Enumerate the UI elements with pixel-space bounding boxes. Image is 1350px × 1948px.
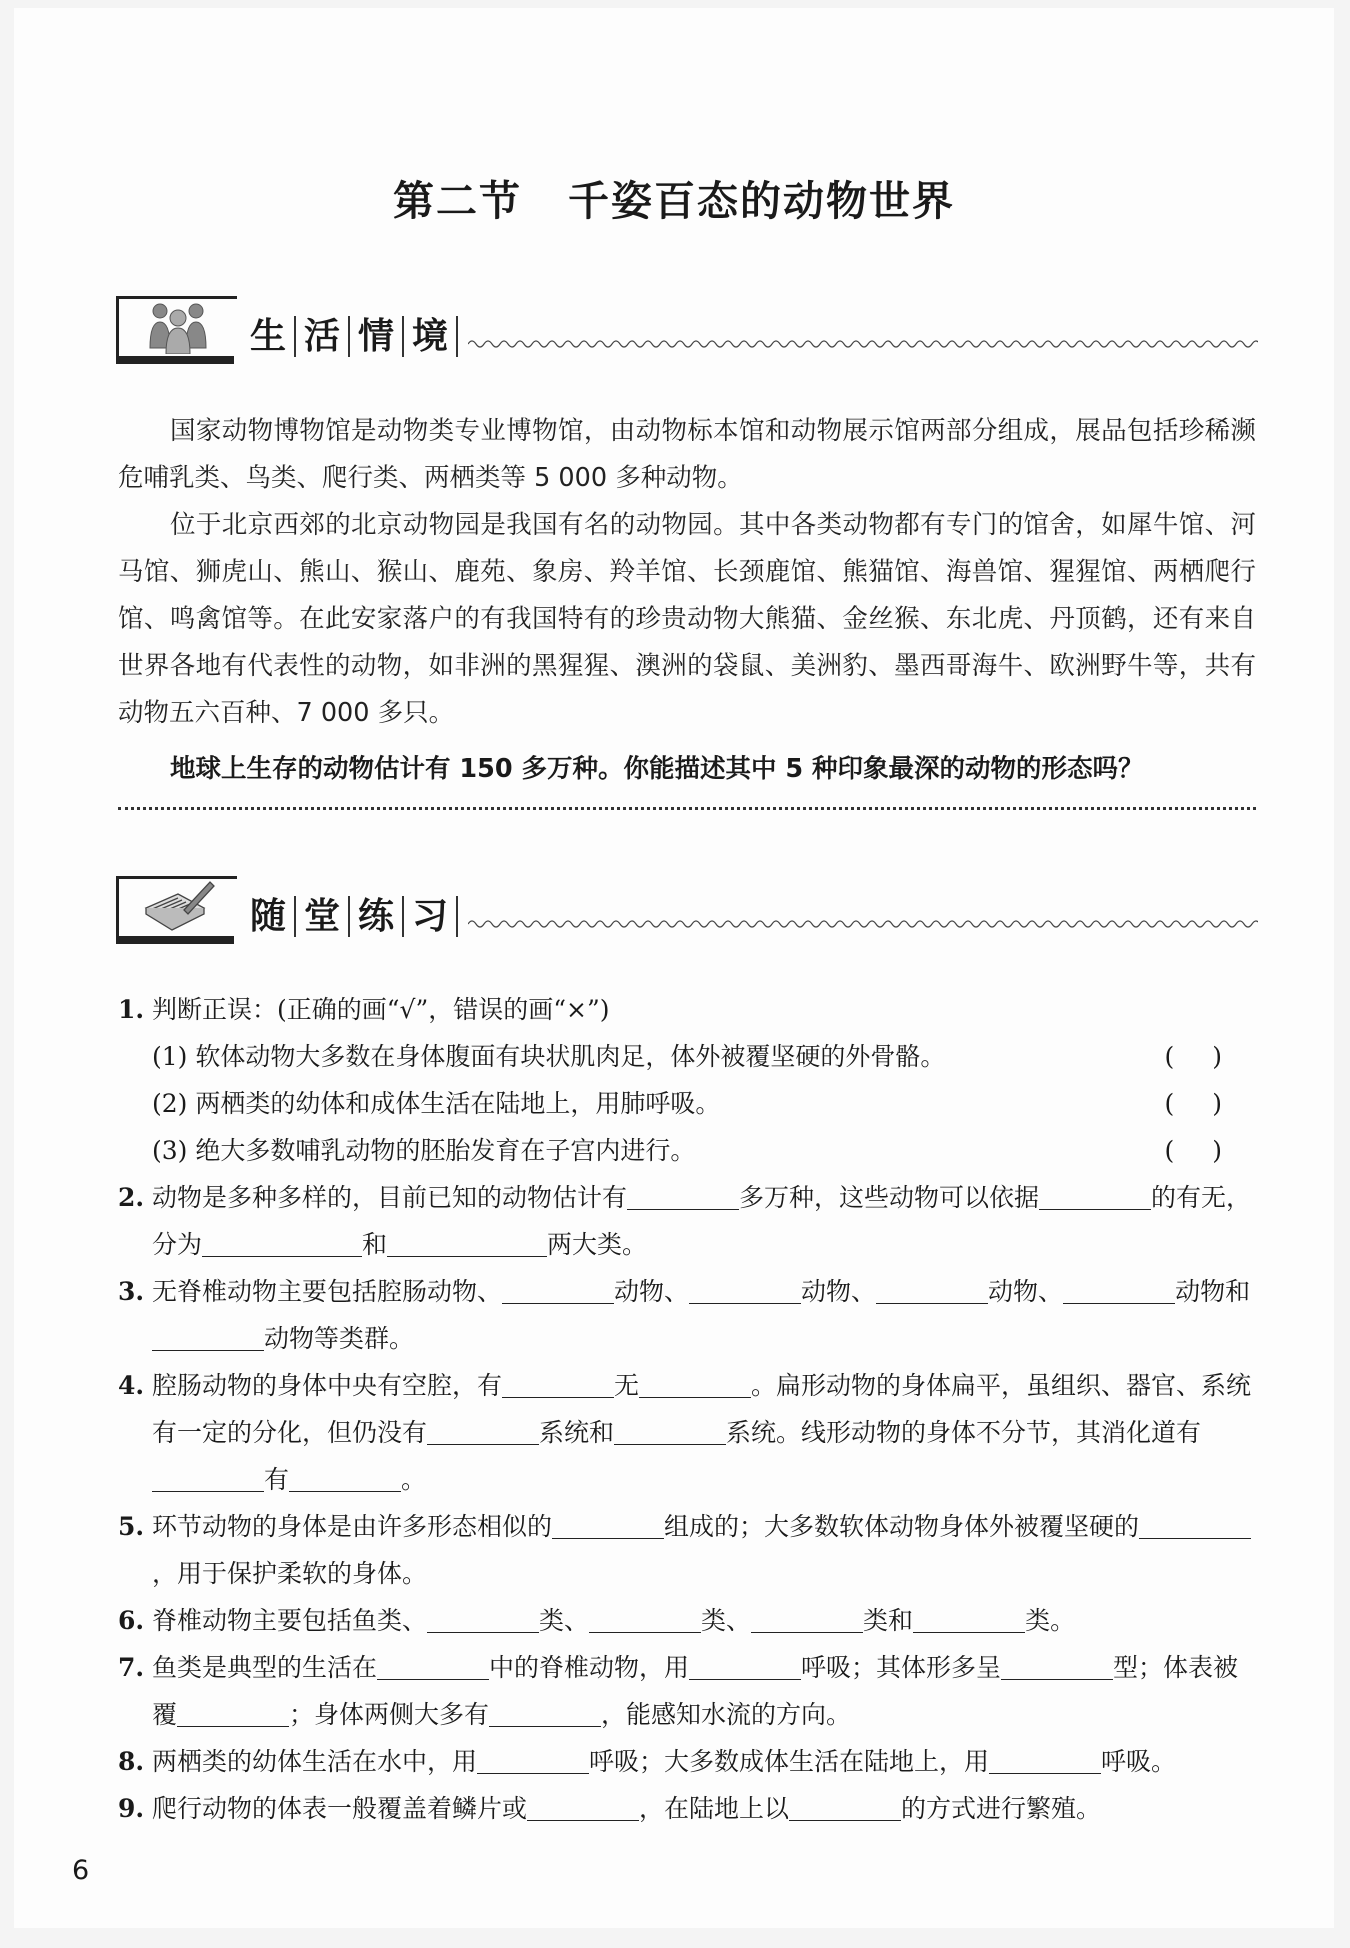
exercise-text: ，能感知水流的方向。 [601, 1700, 852, 1729]
exercise-text: 鱼类是典型的生活在 [152, 1653, 378, 1682]
exercise-number: 6. [118, 1606, 145, 1635]
exercise-2 [118, 1174, 1260, 1268]
page-number: 6 [72, 1855, 90, 1886]
people-icon [138, 298, 218, 354]
exercise-number: 3. [118, 1277, 145, 1306]
exercise-number: 5. [118, 1512, 145, 1541]
fill-blank[interactable] [751, 1602, 863, 1633]
fill-blank[interactable] [614, 1414, 726, 1445]
fill-blank[interactable] [1139, 1508, 1251, 1539]
exercise-text: 组成的；大多数软体动物身体外被覆坚硬的 [664, 1512, 1140, 1541]
exercise-text: ，用于保护柔软的身体。 [152, 1559, 428, 1588]
exercise-text: 呼吸。 [1101, 1747, 1177, 1776]
sub-number: (3) [152, 1136, 188, 1165]
section-header-life-context [116, 296, 1256, 366]
exercise-9 [118, 1785, 1260, 1832]
fill-blank[interactable] [1063, 1273, 1175, 1304]
fill-blank[interactable] [913, 1602, 1025, 1633]
exercise-text: 类。 [1025, 1606, 1076, 1635]
exercise-text: 动物、 [614, 1277, 690, 1306]
section-title-char: 境 [404, 316, 458, 357]
fill-blank[interactable] [152, 1461, 264, 1492]
header-bar [116, 356, 234, 364]
fill-blank[interactable] [387, 1226, 547, 1257]
exercise-text: 有 [264, 1465, 290, 1494]
fill-blank[interactable] [589, 1602, 701, 1633]
exercise-text: 动物等类群。 [264, 1324, 415, 1353]
exercise-text: 脊椎动物主要包括鱼类、 [152, 1606, 428, 1635]
exercise-text: 判断正误：(正确的画“√”，错误的画“×”) [152, 995, 610, 1024]
dotted-divider [118, 807, 1256, 810]
fill-blank[interactable] [289, 1461, 401, 1492]
exercise-text: 。扁形动物的身体扁平，虽组织、器官、系统有一定的分化，但仍没有 [152, 1371, 1252, 1447]
exercise-text: 。 [401, 1465, 427, 1494]
fill-blank[interactable] [689, 1649, 801, 1680]
section-title-char: 堂 [296, 896, 350, 937]
exercise-text: 型；体表被覆 [152, 1653, 1239, 1729]
exercise-text: 呼吸；其体形多呈 [801, 1653, 1002, 1682]
wavy-divider [468, 338, 1258, 350]
exercise-number: 1. [118, 995, 145, 1024]
context-question: 地球上生存的动物估计有 150 多万种。你能描述其中 5 种印象最深的动物的形态吗？ [170, 754, 1144, 784]
exercise-text: 类、 [539, 1606, 590, 1635]
sub-number: (1) [152, 1042, 188, 1071]
fill-blank[interactable] [639, 1367, 751, 1398]
exercise-7 [118, 1644, 1260, 1738]
context-paragraph-2: 位于北京西郊的北京动物园是我国有名的动物园。其中各类动物都有专门的馆舍，如犀牛馆、河马馆、狮虎山、熊山、猴山、鹿苑、象房、羚羊馆、长颈鹿馆、熊猫馆、海兽馆、猩猩馆、两栖爬行馆、鸣禽馆等。在此安家落户的有我国特有的珍贵动物大熊猫、金丝猴、东北虎、丹顶鹤，还有来自世界各地有代表性的动物，如非洲的黑猩猩、澳洲的袋鼠、美洲豹、墨西哥海牛、欧洲野牛等，共有动物五六百种、7 000 多只。 [118, 510, 1256, 728]
fill-blank[interactable] [377, 1649, 489, 1680]
exercise-3 [118, 1268, 1260, 1362]
exercise-list [118, 986, 1260, 1832]
section-title-char: 活 [296, 316, 350, 357]
fill-blank[interactable] [489, 1696, 601, 1727]
exercise-text: ，在陆地上以 [639, 1794, 790, 1823]
fill-blank[interactable] [1039, 1179, 1151, 1210]
section-title-char: 练 [350, 896, 404, 937]
exercise-text: 动 [1175, 1277, 1201, 1306]
exercise-text: 类、 [701, 1606, 752, 1635]
exercise-text: 两大类。 [547, 1230, 648, 1259]
section-title-char: 生 [250, 316, 296, 357]
fill-blank[interactable] [876, 1273, 988, 1304]
answer-parentheses[interactable]: () [1164, 1089, 1260, 1118]
exercise-1 [118, 986, 1260, 1033]
fill-blank[interactable] [789, 1790, 901, 1821]
page-title [14, 168, 1334, 227]
exercise-1-sub-1 [118, 1033, 1260, 1080]
title-text: 千姿百态的动物世界 [568, 177, 955, 225]
fill-blank[interactable] [477, 1743, 589, 1774]
fill-blank[interactable] [427, 1602, 539, 1633]
title-section-number: 第二节 [393, 177, 522, 225]
exercise-1-sub-2 [118, 1080, 1260, 1127]
exercise-text: ；身体两侧大多有 [289, 1700, 490, 1729]
answer-parentheses[interactable]: () [1164, 1136, 1260, 1165]
exercise-number: 7. [118, 1653, 145, 1682]
section-title-char: 情 [350, 316, 404, 357]
exercise-text: 腔肠动物的身体中央有空腔，有 [152, 1371, 503, 1400]
section-header-practice [116, 876, 1256, 946]
exercise-6 [118, 1597, 1260, 1644]
section-title [250, 308, 458, 359]
fill-blank[interactable] [552, 1508, 664, 1539]
exercise-text: 系统。线形动物的身体不分节，其消化道有 [726, 1418, 1202, 1447]
exercise-text: 无 [614, 1371, 640, 1400]
exercise-text: 无脊椎动物主要包括腔肠动物、 [152, 1277, 503, 1306]
fill-blank[interactable] [1001, 1649, 1113, 1680]
exercise-text: 呼吸；大多数成体生活在陆地上，用 [589, 1747, 990, 1776]
section-title [250, 888, 458, 939]
fill-blank[interactable] [627, 1179, 739, 1210]
sub-text: 软体动物大多数在身体腹面有块状肌肉足，体外被覆坚硬的外骨骼。 [195, 1042, 946, 1071]
sub-number: (2) [152, 1089, 188, 1118]
fill-blank[interactable] [427, 1414, 539, 1445]
fill-blank[interactable] [177, 1696, 289, 1727]
section-title-char: 随 [250, 896, 296, 937]
exercise-text: 动物、 [988, 1277, 1064, 1306]
wavy-divider [468, 918, 1258, 930]
exercise-text: 爬行动物的体表一般覆盖着鳞片或 [152, 1794, 528, 1823]
exercise-4 [118, 1362, 1260, 1503]
exercise-text: 的有无，分为 [152, 1183, 1252, 1259]
exercise-number: 4. [118, 1371, 145, 1400]
exercise-1-sub-3 [118, 1127, 1260, 1174]
section-title-char: 习 [404, 896, 458, 937]
exercise-text: 中的脊椎动物，用 [489, 1653, 690, 1682]
exercise-text: 环节动物的身体是由许多形态相似的 [152, 1512, 553, 1541]
exercise-number: 8. [118, 1747, 145, 1776]
answer-parentheses[interactable]: () [1164, 1042, 1260, 1071]
exercise-text: 多万种，这些动物可以依据 [739, 1183, 1040, 1212]
exercise-text: 物和 [1200, 1277, 1251, 1306]
exercise-text: 动物、 [801, 1277, 877, 1306]
exercise-text: 的方式进行繁殖。 [901, 1794, 1102, 1823]
exercise-number: 9. [118, 1794, 145, 1823]
exercise-text: 两栖类的幼体生活在水中，用 [152, 1747, 478, 1776]
exercise-text: 动物是多种多样的，目前已知的动物估计有 [152, 1183, 628, 1212]
exercise-number: 2. [118, 1183, 145, 1212]
header-bar [116, 936, 234, 944]
notebook-pen-icon [138, 878, 218, 934]
sub-text: 绝大多数哺乳动物的胚胎发育在子宫内进行。 [195, 1136, 696, 1165]
page [14, 8, 1334, 1928]
fill-blank[interactable] [527, 1790, 639, 1821]
fill-blank[interactable] [689, 1273, 801, 1304]
fill-blank[interactable] [152, 1320, 264, 1351]
exercise-text: 和 [362, 1230, 388, 1259]
exercise-8 [118, 1738, 1260, 1785]
context-paragraph-1: 国家动物博物馆是动物类专业博物馆，由动物标本馆和动物展示馆两部分组成，展品包括珍稀濒危哺乳类、鸟类、爬行类、两栖类等 5 000 多种动物。 [118, 416, 1256, 493]
exercise-text: 类和 [863, 1606, 914, 1635]
fill-blank[interactable] [202, 1226, 362, 1257]
fill-blank[interactable] [502, 1367, 614, 1398]
fill-blank[interactable] [989, 1743, 1101, 1774]
sub-text: 两栖类的幼体和成体生活在陆地上，用肺呼吸。 [195, 1089, 721, 1118]
fill-blank[interactable] [502, 1273, 614, 1304]
exercise-text: 系统和 [539, 1418, 615, 1447]
exercise-5 [118, 1503, 1260, 1597]
